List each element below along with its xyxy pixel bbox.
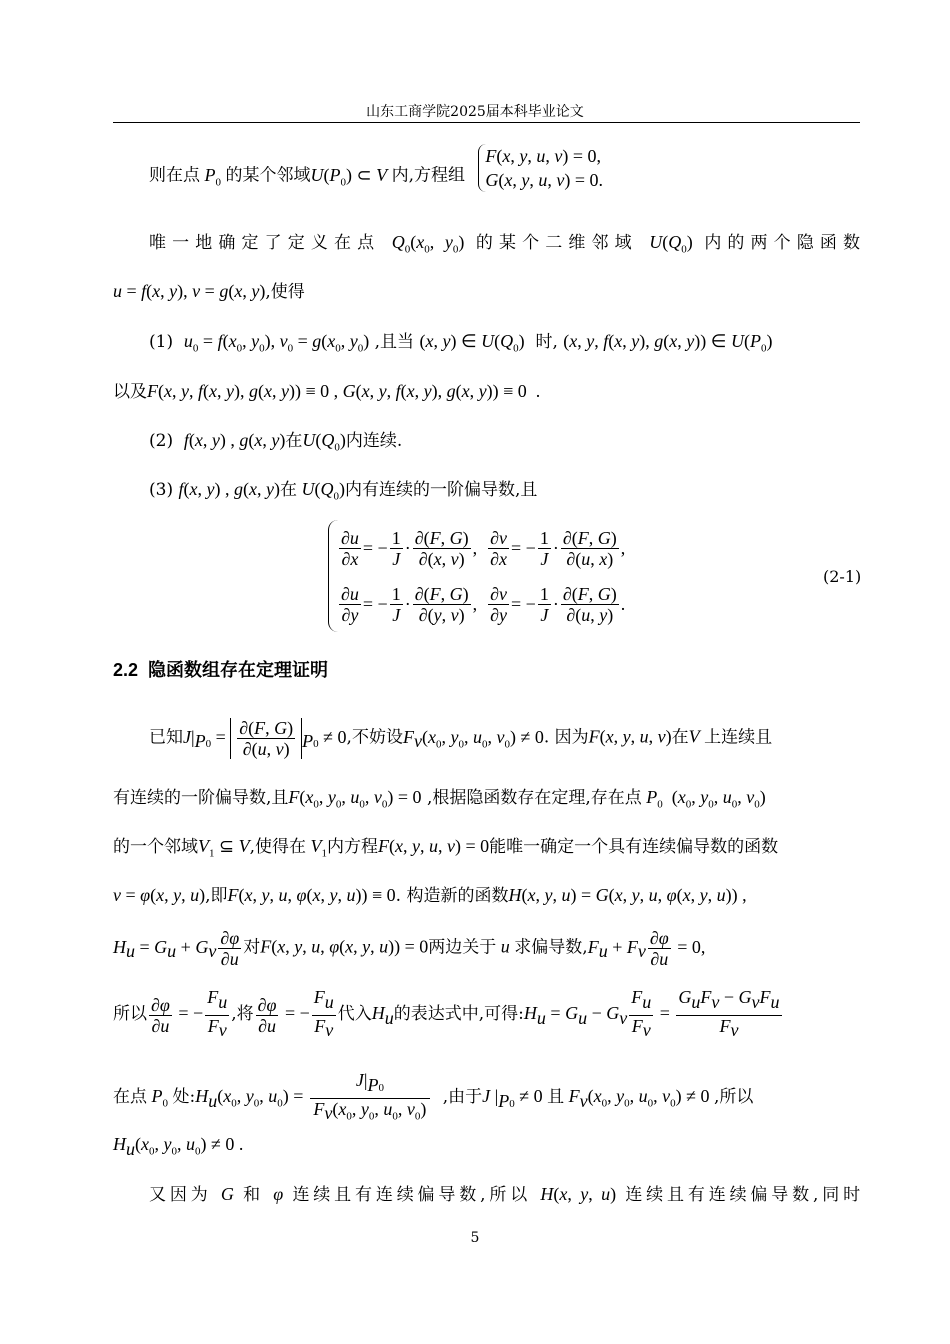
paragraph-line: 在点 $P_0$ 处$:H_u(x_0$, $y_0$, $u_0$) = $\frac{J|_{P0}}{F_v(x_0, y_0, u_0, v_0)}$ ,由于J $|_{P0} \ne 0$ 且 $F_v(x_0$, $y_0$, $u_0$, $v_0) \ne 0$ ,所以 <box>113 1070 754 1124</box>
paragraph-line: 有连续的一阶偏导数,且$F(x_0$, $y_0$, $u_0$, $v_0) = 0$ ,根据隐函数存在定理,存在点 $P_0$ ($x_0$, $y_0$, $u_0$, $v_0$) <box>113 787 766 811</box>
paragraph-line: u = f(x, y), v = g(x, y),使得 <box>113 281 305 302</box>
paragraph-line: v = φ(x, y, u),即F(x, y, u, φ(x, y, u)) ≡ 0. 构造新的函数H(x, y, u) = G(x, y, u, φ(x, y, u)) , <box>113 885 747 906</box>
section-heading: 2.2 隐函数组存在定理证明 <box>113 660 329 680</box>
equation-system: F(x, y, u, v) = 0, G(x, y, u, v) = 0. <box>478 144 603 192</box>
paragraph-line: $H_u = G_u + G_v$ $\frac{\partial\varphi}{\partial u}$ 对F(x, y, u, φ(x, y, u)) = 0两边关于 u 求偏导数$,F_u + F_v$ $\frac{\partial\varphi}{\partial u}$ = 0, <box>113 928 706 969</box>
paragraph-line: 则在点 $P_0$ 的某个邻域$U(P_0)$ ⊂ V 内,方程组 F(x, y, u, v) = 0, G(x, y, u, v) = 0. <box>149 146 604 190</box>
list-item: (1) $u_0 = f(x_0$, $y_0$), $v_0 = g(x_0$, $y_0$) ,且当 (x, y) ∈ $U(Q_0)$ 时, (x, y, f(x, y), g(x, y)) ∈ $U(P_0)$ <box>149 331 773 355</box>
equation-number: (2-1) <box>823 567 862 586</box>
paragraph-line: 唯一地确定了定义在点 $Q_0(x_0$, $y_0$) 的某个二维邻域 $U(Q_0)$ 内的两个隐函数 <box>149 232 861 256</box>
page-number: 5 <box>470 1230 480 1246</box>
paragraph-line: 又因为 G 和 φ 连续且有连续偏导数,所以 H(x, y, u) 连续且有连续偏导数,同时 <box>149 1184 861 1205</box>
paragraph-line: 的一个邻域$V_1$ ⊆ V,使得在 $V_1$内方程F(x, y, u, v) = 0能唯一确定一个具有连续偏导数的函数 <box>113 836 779 860</box>
running-header: 山东工商学院2025届本科毕业论文 <box>366 104 584 120</box>
partial-derivative-system: $\frac{\partial u}{\partial x}$ = − $\frac{1}{J}$ · $\frac{\partial(F, G)}{\partial(x, v)}$ , $\frac{\partial v}{\partial x}$ = − $\frac{1}{J}$ · $\frac{\partial(F, G)}{\partial(u, x)}$ , $\frac{\partial u}{\partial y}$ = − $\frac{1}{J}$ · $\frac{\partial(F, G)}{\partial(y, v)}$ , $\frac{\partial v}{\partial y}$ = − $\frac{1}{J}$ · $\frac{\partial(F, G)}{\partial(u, y)}$ . <box>328 520 677 632</box>
header-rule <box>113 122 860 123</box>
list-item: (3) f(x, y) , g(x, y)在 $U(Q_0)$内有连续的一阶偏导数,且 <box>149 479 538 503</box>
paragraph-line: 以及F(x, y, f(x, y), g(x, y)) ≡ 0 , G(x, y, f(x, y), g(x, y)) ≡ 0 . <box>113 381 541 402</box>
paragraph-line: 已知$J|_{P0}$ = $\frac{\partial(F, G)}{\partial(u, v)}$ $_{P0}$ ≠ 0,不妨设$F_v(x_0$, $y_0$, $u_0$, $v_0) \ne 0$. 因为F(x, y, u, v)在V 上连续且 <box>149 718 773 759</box>
list-item: (2) f(x, y) , g(x, y)在$U(Q_0)$内连续. <box>149 430 403 454</box>
paragraph-line: 所以 $\frac{\partial\varphi}{\partial u}$ = − $\frac{F_u}{F_v}$ ,将 $\frac{\partial\varphi}{\partial u}$ = − $\frac{F_u}{F_v}$ 代入$H_u$的表达式中,可得$:H_u = G_u - G_v$ $\frac{F_u}{F_v}$ = $\frac{G_uF_v - G_vF_u}{F_v}$ <box>113 987 780 1041</box>
paragraph-line: $H_u(x_0$, $y_0$, $u_0) \ne 0$ . <box>113 1134 244 1159</box>
